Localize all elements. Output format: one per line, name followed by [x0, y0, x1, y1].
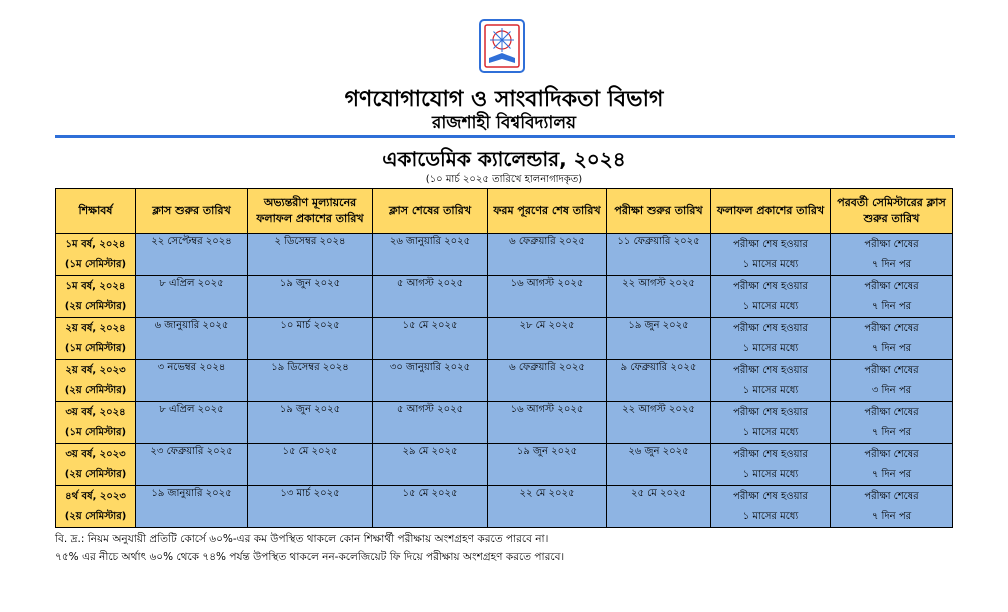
cell-text: ১০ মার্চ ২০২৫ — [280, 320, 340, 331]
table-cell — [136, 360, 248, 402]
table-cell — [711, 486, 831, 528]
table-cell — [248, 318, 373, 360]
table-cell — [373, 402, 488, 444]
table-cell — [136, 486, 248, 528]
table-cell — [56, 234, 136, 276]
header-divider — [55, 135, 955, 138]
cell-text: ১৯ জুন ২০২৫ — [516, 446, 578, 457]
table-cell — [607, 276, 711, 318]
cell-text: ২৬ জুন ২০২৫ — [628, 446, 689, 457]
table-cell — [711, 318, 831, 360]
table-cell — [488, 486, 607, 528]
cell-text: ১ম বর্ষ, ২০২৪ — [65, 238, 126, 250]
cell-text: ২৩ ফেব্রুয়ারি ২০২৫ — [150, 446, 233, 457]
header-cell: অভ্যন্তরীণ মূল্যায়নের ফলাফল প্রকাশের তারিখ — [248, 189, 373, 234]
table-cell — [711, 276, 831, 318]
cell-text: ৩য় বর্ষ, ২০২৩ — [65, 448, 126, 460]
table-cell — [607, 486, 711, 528]
cell-text: পরীক্ষা শেষের — [864, 364, 919, 376]
cell-text: ২৮ মে ২০২৫ — [519, 320, 575, 331]
table-cell — [831, 276, 953, 318]
cell-text: পরীক্ষা শেষের — [864, 238, 919, 250]
footnote-line: বি. দ্র.: নিয়ম অনুযায়ী প্রতিটি কোর্সে ৬০%-এর কম উপস্থিত থাকলে কোন শিক্ষার্থী পরীক্ষায় অংশগ্রহণ করতে পারবে না। — [55, 533, 549, 545]
header-cell: ফলাফল প্রকাশের তারিখ — [711, 189, 831, 234]
table-cell — [831, 234, 953, 276]
cell-text: (১ম সেমিস্টার) — [64, 426, 127, 438]
cell-text: ১৫ মে ২০২৫ — [402, 320, 458, 331]
table-cell — [373, 360, 488, 402]
table-row — [56, 444, 953, 486]
cell-text: ৯ ফেব্রুয়ারি ২০২৫ — [620, 362, 697, 373]
table-row — [56, 234, 953, 276]
table-cell — [56, 444, 136, 486]
cell-text: ৮ এপ্রিল ২০২৫ — [159, 404, 224, 415]
table-cell — [56, 276, 136, 318]
cell-text: ১ মাসের মধ্যে — [742, 384, 799, 396]
table-cell — [248, 234, 373, 276]
header-cell: ক্লাস শুরুর তারিখ — [136, 189, 248, 234]
table-cell — [56, 360, 136, 402]
table-cell — [607, 402, 711, 444]
academic-calendar-table — [55, 188, 953, 528]
cell-text: ১৯ জুন ২০২৫ — [628, 320, 689, 331]
table-cell — [831, 360, 953, 402]
cell-text: ৭ দিন পর — [871, 510, 912, 522]
cell-text: ২২ আগস্ট ২০২৫ — [622, 278, 695, 289]
cell-text: ৪র্থ বর্ষ, ২০২৩ — [65, 490, 126, 502]
table-cell — [607, 318, 711, 360]
table-cell — [248, 276, 373, 318]
cell-text: (১ম সেমিস্টার) — [64, 342, 127, 354]
cell-text: ২৯ মে ২০২৫ — [402, 446, 458, 457]
footnotes — [55, 530, 564, 566]
cell-text: পরীক্ষা শেষের — [864, 406, 919, 418]
cell-text: পরীক্ষা শেষ হওয়ার — [733, 364, 808, 376]
cell-text: ১৯ জুন ২০২৫ — [279, 278, 341, 289]
table-cell — [488, 402, 607, 444]
cell-text: ৬ জানুয়ারি ২০২৫ — [154, 320, 229, 331]
university-name: রাজশাহী বিশ্ববিদ্যালয় — [431, 113, 577, 133]
table-cell — [607, 234, 711, 276]
header-cell: পরবর্তী সেমিস্টারের ক্লাস শুরুর তারিখ — [831, 189, 953, 234]
cell-text: ১৫ মে ২০২৫ — [402, 488, 458, 499]
table-cell — [607, 360, 711, 402]
cell-text: ১৯ জানুয়ারি ২০২৫ — [151, 488, 232, 499]
table-cell — [373, 318, 488, 360]
cell-text: ৫ আগস্ট ২০২৫ — [396, 278, 464, 289]
header-cell: ক্লাস শেষের তারিখ — [373, 189, 488, 234]
table-cell — [248, 486, 373, 528]
cell-text: পরীক্ষা শেষের — [864, 280, 919, 292]
updated-note: (১০ মার্চ ২০২৫ তারিখে হালনাগাদকৃত) — [425, 174, 583, 185]
table-cell — [711, 234, 831, 276]
cell-text: ২২ আগস্ট ২০২৫ — [622, 404, 695, 415]
table-cell — [607, 444, 711, 486]
cell-text: (২য় সেমিস্টার) — [64, 468, 127, 480]
table-cell — [711, 360, 831, 402]
table-cell — [373, 444, 488, 486]
cell-text: ২২ মে ২০২৫ — [519, 488, 575, 499]
table-cell — [248, 402, 373, 444]
calendar-title: একাডেমিক ক্যালেন্ডার, ২০২৪ — [382, 147, 626, 171]
cell-text: ১ মাসের মধ্যে — [742, 468, 799, 480]
cell-text: (২য় সেমিস্টার) — [64, 384, 127, 396]
table-cell — [488, 318, 607, 360]
table-cell — [56, 318, 136, 360]
table-row — [56, 486, 953, 528]
table-row — [56, 402, 953, 444]
cell-text: ১৯ জুন ২০২৫ — [279, 404, 341, 415]
cell-text: পরীক্ষা শেষ হওয়ার — [733, 406, 808, 418]
header-cell: পরীক্ষা শুরুর তারিখ — [607, 189, 711, 234]
table-cell — [56, 486, 136, 528]
cell-text: ২য় বর্ষ, ২০২৩ — [65, 364, 126, 376]
table-cell — [488, 276, 607, 318]
cell-text: ১৬ আগস্ট ২০২৫ — [510, 278, 584, 289]
table-cell — [136, 276, 248, 318]
department-title: গণযোগাযোগ ও সাংবাদিকতা বিভাগ — [344, 87, 664, 112]
header-cell: ফরম পূরণের শেষ তারিখ — [488, 189, 607, 234]
table-cell — [373, 486, 488, 528]
cell-text: (১ম সেমিস্টার) — [64, 258, 127, 270]
cell-text: ৩ নভেম্বর ২০২৪ — [157, 362, 226, 373]
cell-text: ৭ দিন পর — [871, 426, 912, 438]
table-cell — [136, 234, 248, 276]
table-row — [56, 360, 953, 402]
table-cell — [373, 234, 488, 276]
table-cell — [488, 444, 607, 486]
cell-text: ৭ দিন পর — [871, 258, 912, 270]
table-cell — [373, 276, 488, 318]
cell-text: পরীক্ষা শেষ হওয়ার — [733, 322, 808, 334]
cell-text: পরীক্ষা শেষ হওয়ার — [733, 448, 808, 460]
cell-text: ২৬ জানুয়ারি ২০২৫ — [389, 236, 471, 247]
table-cell — [831, 402, 953, 444]
cell-text: ১৩ মার্চ ২০২৫ — [280, 488, 340, 499]
table-cell — [488, 234, 607, 276]
cell-text: ৩ দিন পর — [871, 384, 912, 396]
cell-text: ১ মাসের মধ্যে — [742, 258, 799, 270]
cell-text: পরীক্ষা শেষের — [864, 322, 919, 334]
table-cell — [136, 402, 248, 444]
table-row — [56, 318, 953, 360]
cell-text: ২২ সেপ্টেম্বর ২০২৪ — [151, 236, 232, 247]
table-cell — [248, 444, 373, 486]
cell-text: পরীক্ষা শেষ হওয়ার — [733, 490, 808, 502]
header-cell: শিক্ষাবর্ষ — [56, 189, 136, 234]
table-cell — [136, 444, 248, 486]
table-cell — [248, 360, 373, 402]
university-logo-icon — [478, 18, 526, 74]
cell-text: ৭ দিন পর — [871, 468, 912, 480]
cell-text: ৭ দিন পর — [871, 300, 912, 312]
table-cell — [136, 318, 248, 360]
cell-text: পরীক্ষা শেষ হওয়ার — [733, 280, 808, 292]
footnote-line: ৭৫% এর নীচে অর্থাৎ ৬০% থেকে ৭৪% পর্যন্ত উপস্থিত থাকলে নন-কলেজিয়েট ফি দিয়ে পরীক্ষায় অংশগ্রহণ করতে পারবে। — [55, 551, 565, 563]
cell-text: ১৫ মে ২০২৫ — [282, 446, 338, 457]
table-cell — [831, 486, 953, 528]
cell-text: ৬ ফেব্রুয়ারি ২০২৫ — [509, 236, 585, 247]
cell-text: ৩য় বর্ষ, ২০২৪ — [65, 406, 126, 418]
cell-text: পরীক্ষা শেষের — [864, 490, 919, 502]
cell-text: পরীক্ষা শেষের — [864, 448, 919, 460]
cell-text: ১ মাসের মধ্যে — [742, 342, 799, 354]
cell-text: ১১ ফেব্রুয়ারি ২০২৫ — [617, 236, 700, 247]
cell-text: ১৯ ডিসেম্বর ২০২৪ — [271, 362, 349, 373]
cell-text: ১ মাসের মধ্যে — [742, 300, 799, 312]
cell-text: ২ ডিসেম্বর ২০২৪ — [274, 236, 346, 247]
table-cell — [831, 444, 953, 486]
cell-text: ৫ আগস্ট ২০২৫ — [396, 404, 464, 415]
cell-text: ৮ এপ্রিল ২০২৫ — [159, 278, 224, 289]
cell-text: ১ মাসের মধ্যে — [742, 510, 799, 522]
cell-text: ১ম বর্ষ, ২০২৪ — [65, 280, 126, 292]
cell-text: (২য় সেমিস্টার) — [64, 300, 127, 312]
table-cell — [56, 402, 136, 444]
cell-text: ৭ দিন পর — [871, 342, 912, 354]
table-header-row — [56, 189, 953, 234]
table-cell — [831, 318, 953, 360]
cell-text: (২য় সেমিস্টার) — [64, 510, 127, 522]
table-cell — [711, 402, 831, 444]
table-row — [56, 276, 953, 318]
cell-text: পরীক্ষা শেষ হওয়ার — [733, 238, 808, 250]
cell-text: ২৫ মে ২০২৫ — [631, 488, 686, 499]
cell-text: ২য় বর্ষ, ২০২৪ — [65, 322, 126, 334]
table-cell — [488, 360, 607, 402]
cell-text: ৩০ জানুয়ারি ২০২৫ — [389, 362, 471, 373]
cell-text: ১ মাসের মধ্যে — [742, 426, 799, 438]
table-cell — [711, 444, 831, 486]
cell-text: ৬ ফেব্রুয়ারি ২০২৫ — [509, 362, 585, 373]
cell-text: ১৬ আগস্ট ২০২৫ — [510, 404, 584, 415]
